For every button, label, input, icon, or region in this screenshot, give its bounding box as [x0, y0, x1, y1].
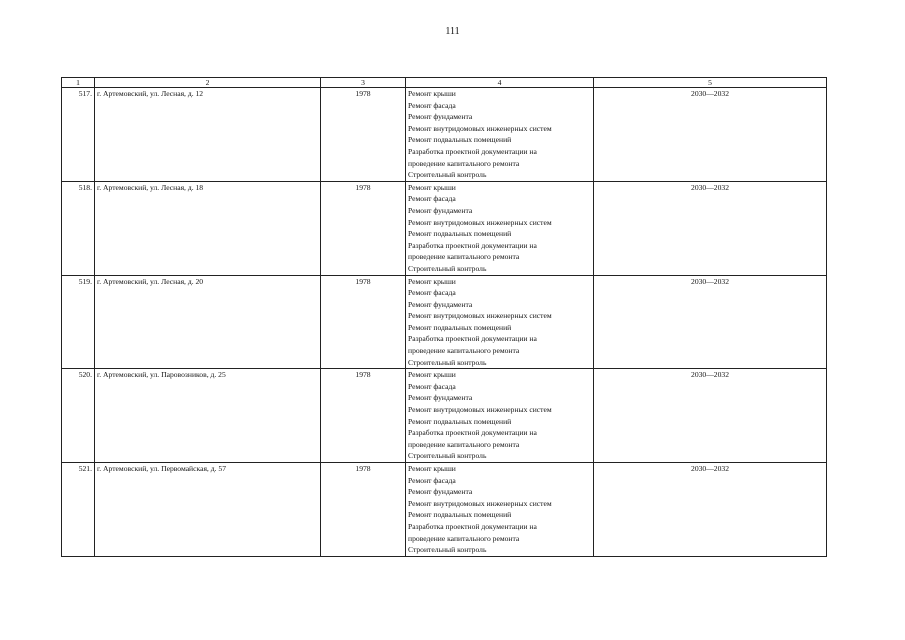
- address-cell: г. Артемовский, ул. Паровозников, д. 25: [95, 369, 321, 463]
- work-item: Разработка проектной документации на: [408, 240, 537, 250]
- works-cell: [406, 463, 594, 557]
- work-item: Ремонт внутридомовых инженерных систем: [408, 405, 552, 415]
- work-item: проведение капитального ремонта: [408, 439, 520, 449]
- works-cell: [406, 181, 594, 275]
- work-item: Ремонт крыши: [408, 370, 456, 380]
- period-cell: 2030—2032: [594, 463, 827, 557]
- period-cell: 2030—2032: [594, 88, 827, 182]
- works-cell: [406, 369, 594, 463]
- year-cell: 1978: [321, 369, 406, 463]
- work-item: Строительный контроль: [408, 545, 487, 555]
- work-item: проведение капитального ремонта: [408, 158, 520, 168]
- repair-schedule-table: [61, 77, 827, 557]
- work-item: Ремонт внутридомовых инженерных систем: [408, 217, 552, 227]
- work-item: Строительный контроль: [408, 170, 487, 180]
- period-cell: 2030—2032: [594, 181, 827, 275]
- header-cell: 4: [406, 78, 594, 88]
- work-item: Строительный контроль: [408, 357, 487, 367]
- row-number-cell: 519.: [62, 275, 95, 369]
- row-number-cell: 518.: [62, 181, 95, 275]
- work-item: Ремонт фундамента: [408, 112, 473, 122]
- year-cell: 1978: [321, 463, 406, 557]
- period-cell: 2030—2032: [594, 369, 827, 463]
- work-item: Строительный контроль: [408, 451, 487, 461]
- year-cell: 1978: [321, 275, 406, 369]
- work-item: Ремонт фасада: [408, 288, 456, 298]
- year-cell: 1978: [321, 181, 406, 275]
- header-cell: 2: [95, 78, 321, 88]
- work-item: Ремонт внутридомовых инженерных систем: [408, 311, 552, 321]
- work-item: Ремонт фундамента: [408, 299, 473, 309]
- header-cell: 3: [321, 78, 406, 88]
- work-item: Ремонт фундамента: [408, 393, 473, 403]
- work-item: Ремонт фасада: [408, 194, 456, 204]
- table-row: [62, 88, 827, 182]
- work-item: Ремонт крыши: [408, 89, 456, 98]
- work-item: Разработка проектной документации на: [408, 428, 537, 438]
- table-row: [62, 369, 827, 463]
- work-item: Ремонт подвальных помещений: [408, 229, 512, 239]
- work-item: Ремонт крыши: [408, 276, 456, 286]
- header-cell: 5: [594, 78, 827, 88]
- work-item: Ремонт внутридомовых инженерных систем: [408, 498, 552, 508]
- work-item: Ремонт фасада: [408, 100, 456, 110]
- page-number: 111: [445, 26, 460, 37]
- work-item: проведение капитального ремонта: [408, 346, 520, 356]
- work-item: Ремонт подвальных помещений: [408, 135, 512, 145]
- table-row: [62, 463, 827, 557]
- work-item: Разработка проектной документации на: [408, 521, 537, 531]
- work-item: Ремонт фундамента: [408, 205, 473, 215]
- work-item: Ремонт фундамента: [408, 487, 473, 497]
- work-item: проведение капитального ремонта: [408, 533, 520, 543]
- works-cell: [406, 88, 594, 182]
- work-item: проведение капитального ремонта: [408, 252, 520, 262]
- row-number-cell: 520.: [62, 369, 95, 463]
- table-row: [62, 181, 827, 275]
- work-item: Ремонт фасада: [408, 381, 456, 391]
- work-item: Ремонт подвальных помещений: [408, 510, 512, 520]
- year-cell: 1978: [321, 88, 406, 182]
- header-cell: 1: [62, 78, 95, 88]
- work-item: Ремонт крыши: [408, 182, 456, 192]
- address-cell: г. Артемовский, ул. Первомайская, д. 57: [95, 463, 321, 557]
- work-item: Ремонт подвальных помещений: [408, 416, 512, 426]
- row-number-cell: 517.: [62, 88, 95, 182]
- header-row: [62, 78, 827, 88]
- period-cell: 2030—2032: [594, 275, 827, 369]
- work-item: Ремонт подвальных помещений: [408, 322, 512, 332]
- table-row: [62, 275, 827, 369]
- address-cell: г. Артемовский, ул. Лесная, д. 18: [95, 181, 321, 275]
- work-item: Ремонт внутридомовых инженерных систем: [408, 123, 552, 133]
- address-cell: г. Артемовский, ул. Лесная, д. 12: [95, 88, 321, 182]
- work-item: Разработка проектной документации на: [408, 334, 537, 344]
- work-item: Ремонт крыши: [408, 464, 456, 473]
- work-item: Строительный контроль: [408, 263, 487, 273]
- work-item: Ремонт фасада: [408, 475, 456, 485]
- work-item: Разработка проектной документации на: [408, 146, 537, 156]
- row-number-cell: 521.: [62, 463, 95, 557]
- address-cell: г. Артемовский, ул. Лесная, д. 20: [95, 275, 321, 369]
- works-cell: [406, 275, 594, 369]
